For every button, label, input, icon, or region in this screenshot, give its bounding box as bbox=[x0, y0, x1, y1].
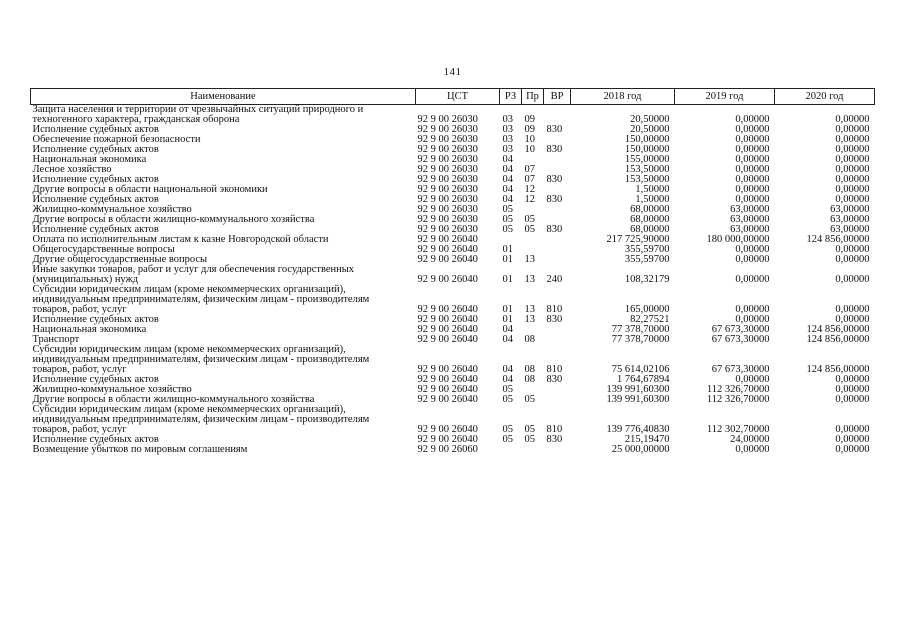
cell-rz: 04 bbox=[502, 324, 513, 335]
cell-rz: 01 bbox=[502, 244, 513, 255]
cell-name: Оплата по исполнительным листам к казне Новгородской области bbox=[32, 234, 329, 245]
page-number: 141 bbox=[443, 66, 462, 78]
cell-pr: 05 bbox=[524, 424, 535, 435]
table-row bbox=[31, 265, 875, 285]
cell-2019: 0,00000 bbox=[735, 154, 770, 165]
table-header bbox=[31, 89, 875, 105]
cell-rz: 03 bbox=[502, 134, 513, 145]
header-row bbox=[31, 89, 875, 105]
cell-2019: 112 326,70000 bbox=[706, 384, 770, 395]
table-row bbox=[31, 405, 875, 435]
cell-pr: 05 bbox=[524, 434, 535, 445]
cell-name: Жилищно-коммунальное хозяйство bbox=[32, 204, 192, 215]
cell-2020: 0,00000 bbox=[835, 164, 870, 175]
cell-name: Транспорт bbox=[32, 334, 80, 345]
cell-name: Национальная экономика bbox=[32, 154, 147, 165]
cell-2020: 0,00000 bbox=[835, 244, 870, 255]
cell-2018: 155,00000 bbox=[624, 154, 670, 165]
cell-name: Исполнение судебных актов bbox=[32, 124, 159, 135]
cell-cst: 92 9 00 26040 bbox=[417, 274, 478, 285]
cell-name: Исполнение судебных актов bbox=[32, 194, 159, 205]
cell-name: Общегосударственные вопросы bbox=[32, 244, 175, 255]
cell-2019: 0,00000 bbox=[735, 244, 770, 255]
cell-name: Исполнение судебных актов bbox=[32, 224, 159, 235]
cell-rz: 03 bbox=[502, 114, 513, 125]
cell-vr: 830 bbox=[546, 124, 563, 135]
cell-2018: 68,00000 bbox=[630, 214, 670, 225]
cell-rz: 04 bbox=[502, 174, 513, 185]
cell-vr bbox=[544, 205, 571, 215]
cell-rz: 04 bbox=[502, 334, 513, 345]
cell-pr: 10 bbox=[524, 134, 535, 145]
cell-cst: 92 9 00 26030 bbox=[417, 144, 478, 155]
header-cst: ЦСТ bbox=[416, 89, 500, 105]
cell-name: Субсидии юридическим лицам (кроме некоммерческих организаций), индивидуальным предпринимателям, физическим лицам - производителям товаров, работ, услуг bbox=[32, 344, 370, 375]
cell-name: Исполнение судебных актов bbox=[32, 144, 159, 155]
cell-cst: 92 9 00 26040 bbox=[417, 244, 478, 255]
cell-2020: 0,00000 bbox=[835, 114, 870, 125]
table-row bbox=[31, 105, 875, 126]
cell-2018: 108,32179 bbox=[624, 274, 670, 285]
cell-vr: 830 bbox=[546, 174, 563, 185]
cell-rz: 05 bbox=[502, 394, 513, 405]
cell-rz: 03 bbox=[502, 144, 513, 155]
cell-2019: 0,00000 bbox=[735, 314, 770, 325]
cell-2019: 0,00000 bbox=[735, 174, 770, 185]
cell-cst: 92 9 00 26040 bbox=[417, 424, 478, 435]
budget-table bbox=[30, 88, 875, 455]
cell-2019: 0,00000 bbox=[735, 184, 770, 195]
cell-name: Исполнение судебных актов bbox=[32, 174, 159, 185]
cell-rz: 04 bbox=[502, 194, 513, 205]
table-row bbox=[31, 285, 875, 315]
table-row bbox=[31, 345, 875, 375]
cell-cst: 92 9 00 26030 bbox=[417, 164, 478, 175]
cell-2018: 77 378,70000 bbox=[611, 324, 670, 335]
cell-2019: 0,00000 bbox=[735, 374, 770, 385]
cell-vr: 830 bbox=[546, 194, 563, 205]
cell-vr bbox=[544, 235, 571, 245]
cell-rz: 05 bbox=[502, 204, 513, 215]
cell-cst: 92 9 00 26030 bbox=[417, 204, 478, 215]
cell-name: Другие вопросы в области жилищно-коммунального хозяйства bbox=[32, 214, 315, 225]
cell-vr bbox=[544, 395, 571, 405]
cell-name: Защита населения и территории от чрезвычайных ситуаций природного и техногенного характера, гражданская оборона bbox=[32, 104, 364, 125]
cell-2018: 1 764,67894 bbox=[617, 374, 670, 385]
cell-cst: 92 9 00 26030 bbox=[417, 194, 478, 205]
cell-2020: 0,00000 bbox=[835, 124, 870, 135]
cell-name: Национальная экономика bbox=[32, 324, 147, 335]
cell-2019: 63,00000 bbox=[730, 224, 770, 235]
cell-2020: 0,00000 bbox=[835, 194, 870, 205]
cell-rz: 01 bbox=[502, 254, 513, 265]
cell-2020: 0,00000 bbox=[835, 444, 870, 455]
cell-2020: 124 856,00000 bbox=[806, 234, 870, 245]
cell-2020: 124 856,00000 bbox=[806, 364, 870, 375]
cell-pr: 12 bbox=[524, 184, 535, 195]
cell-2020: 0,00000 bbox=[835, 374, 870, 385]
cell-name: Возмещение убытков по мировым соглашениям bbox=[32, 444, 248, 455]
cell-rz: 05 bbox=[502, 224, 513, 235]
cell-2020: 0,00000 bbox=[835, 154, 870, 165]
header-name: Наименование bbox=[31, 89, 416, 105]
cell-name: Обеспечение пожарной безопасности bbox=[32, 134, 201, 145]
cell-vr bbox=[544, 325, 571, 335]
cell-name: Другие общегосударственные вопросы bbox=[32, 254, 208, 265]
cell-2020: 0,00000 bbox=[835, 314, 870, 325]
cell-pr: 13 bbox=[524, 314, 535, 325]
cell-2018: 165,00000 bbox=[624, 304, 670, 315]
cell-2019: 0,00000 bbox=[735, 274, 770, 285]
cell-pr bbox=[522, 235, 544, 245]
cell-vr: 830 bbox=[546, 434, 563, 445]
cell-vr bbox=[544, 385, 571, 395]
cell-pr: 13 bbox=[524, 274, 535, 285]
cell-pr: 08 bbox=[524, 364, 535, 375]
cell-2018: 150,00000 bbox=[624, 144, 670, 155]
cell-2018: 139 991,60300 bbox=[606, 384, 670, 395]
cell-2018: 1,50000 bbox=[635, 194, 670, 205]
cell-2018: 25 000,00000 bbox=[611, 444, 670, 455]
cell-rz: 04 bbox=[502, 374, 513, 385]
cell-name: Жилищно-коммунальное хозяйство bbox=[32, 384, 192, 395]
cell-2019: 0,00000 bbox=[735, 444, 770, 455]
cell-cst: 92 9 00 26040 bbox=[417, 314, 478, 325]
cell-cst: 92 9 00 26040 bbox=[417, 394, 478, 405]
cell-cst: 92 9 00 26030 bbox=[417, 114, 478, 125]
cell-rz: 04 bbox=[502, 184, 513, 195]
cell-2020: 63,00000 bbox=[830, 224, 870, 235]
header-vr: ВР bbox=[544, 89, 571, 105]
cell-2018: 139 991,60300 bbox=[606, 394, 670, 405]
cell-2020: 0,00000 bbox=[835, 254, 870, 265]
cell-2019: 0,00000 bbox=[735, 134, 770, 145]
cell-vr bbox=[544, 445, 571, 455]
cell-2018: 75 614,02106 bbox=[611, 364, 670, 375]
cell-2018: 82,27521 bbox=[630, 314, 670, 325]
cell-2018: 20,50000 bbox=[630, 124, 670, 135]
header-rz: РЗ bbox=[500, 89, 522, 105]
cell-rz: 04 bbox=[502, 164, 513, 175]
cell-name: Субсидии юридическим лицам (кроме некоммерческих организаций), индивидуальным предпринимателям, физическим лицам - производителям товаров, работ, услуг bbox=[32, 284, 370, 315]
cell-pr: 08 bbox=[524, 334, 535, 345]
cell-pr: 09 bbox=[524, 124, 535, 135]
cell-rz: 05 bbox=[502, 434, 513, 445]
cell-cst: 92 9 00 26030 bbox=[417, 134, 478, 145]
cell-name: Иные закупки товаров, работ и услуг для обеспечения государственных (муниципальных) нужд bbox=[32, 264, 355, 285]
cell-vr: 810 bbox=[546, 424, 563, 435]
cell-cst: 92 9 00 26040 bbox=[417, 324, 478, 335]
cell-vr: 830 bbox=[546, 224, 563, 235]
cell-2018: 217 725,90000 bbox=[606, 234, 670, 245]
cell-2020: 0,00000 bbox=[835, 144, 870, 155]
cell-2020: 63,00000 bbox=[830, 214, 870, 225]
cell-2020: 63,00000 bbox=[830, 204, 870, 215]
cell-2019: 24,00000 bbox=[730, 434, 770, 445]
cell-vr: 810 bbox=[546, 304, 563, 315]
cell-name: Лесное хозяйство bbox=[32, 164, 112, 175]
cell-vr: 830 bbox=[546, 314, 563, 325]
cell-2020: 0,00000 bbox=[835, 184, 870, 195]
cell-pr: 13 bbox=[524, 304, 535, 315]
cell-pr: 12 bbox=[524, 194, 535, 205]
cell-rz: 01 bbox=[502, 314, 513, 325]
cell-2020: 124 856,00000 bbox=[806, 334, 870, 345]
cell-rz: 05 bbox=[502, 424, 513, 435]
cell-2020: 0,00000 bbox=[835, 384, 870, 395]
cell-name: Субсидии юридическим лицам (кроме некоммерческих организаций), индивидуальным предпринимателям, физическим лицам - производителям товаров, работ, услуг bbox=[32, 404, 370, 435]
cell-vr bbox=[544, 105, 571, 126]
cell-2018: 355,59700 bbox=[624, 244, 670, 255]
cell-rz: 01 bbox=[502, 274, 513, 285]
cell-pr: 10 bbox=[524, 144, 535, 155]
cell-rz: 05 bbox=[502, 214, 513, 225]
cell-2020: 124 856,00000 bbox=[806, 324, 870, 335]
cell-2019: 0,00000 bbox=[735, 124, 770, 135]
cell-2019: 0,00000 bbox=[735, 114, 770, 125]
cell-pr: 05 bbox=[524, 224, 535, 235]
cell-rz: 03 bbox=[502, 124, 513, 135]
cell-2019: 67 673,30000 bbox=[711, 334, 770, 345]
cell-cst: 92 9 00 26030 bbox=[417, 224, 478, 235]
cell-2020: 0,00000 bbox=[835, 174, 870, 185]
cell-2020: 0,00000 bbox=[835, 394, 870, 405]
cell-2019: 63,00000 bbox=[730, 214, 770, 225]
cell-2018: 355,59700 bbox=[624, 254, 670, 265]
cell-pr: 08 bbox=[524, 374, 535, 385]
cell-cst: 92 9 00 26040 bbox=[417, 254, 478, 265]
cell-2019: 63,00000 bbox=[730, 204, 770, 215]
cell-2019: 0,00000 bbox=[735, 144, 770, 155]
cell-cst: 92 9 00 26040 bbox=[417, 234, 478, 245]
header-2019: 2019 год bbox=[675, 89, 775, 105]
cell-2019: 0,00000 bbox=[735, 164, 770, 175]
cell-cst: 92 9 00 26040 bbox=[417, 384, 478, 395]
cell-name: Другие вопросы в области национальной экономики bbox=[32, 184, 268, 195]
cell-2019: 180 000,00000 bbox=[706, 234, 770, 245]
cell-vr: 240 bbox=[546, 274, 563, 285]
cell-cst: 92 9 00 26030 bbox=[417, 214, 478, 225]
cell-vr: 810 bbox=[546, 364, 563, 375]
cell-name: Другие вопросы в области жилищно-коммунального хозяйства bbox=[32, 394, 315, 405]
cell-vr bbox=[544, 335, 571, 345]
header-pr: Пр bbox=[522, 89, 544, 105]
cell-rz bbox=[500, 445, 522, 455]
cell-2018: 77 378,70000 bbox=[611, 334, 670, 345]
cell-cst: 92 9 00 26040 bbox=[417, 434, 478, 445]
cell-cst: 92 9 00 26040 bbox=[417, 374, 478, 385]
cell-cst: 92 9 00 26030 bbox=[417, 124, 478, 135]
cell-vr: 830 bbox=[546, 374, 563, 385]
cell-cst: 92 9 00 26040 bbox=[417, 364, 478, 375]
cell-pr: 05 bbox=[524, 394, 535, 405]
cell-2019: 67 673,30000 bbox=[711, 364, 770, 375]
cell-2019: 0,00000 bbox=[735, 254, 770, 265]
cell-2018: 150,00000 bbox=[624, 134, 670, 145]
cell-pr bbox=[522, 445, 544, 455]
cell-2020: 0,00000 bbox=[835, 274, 870, 285]
cell-2019: 112 326,70000 bbox=[706, 394, 770, 405]
cell-pr: 09 bbox=[524, 114, 535, 125]
cell-name: Исполнение судебных актов bbox=[32, 434, 159, 445]
cell-rz: 05 bbox=[502, 384, 513, 395]
cell-pr: 05 bbox=[524, 214, 535, 225]
cell-2020: 0,00000 bbox=[835, 424, 870, 435]
cell-rz: 04 bbox=[502, 364, 513, 375]
cell-vr bbox=[544, 255, 571, 265]
cell-2019: 67 673,30000 bbox=[711, 324, 770, 335]
cell-2019: 0,00000 bbox=[735, 194, 770, 205]
cell-2019: 0,00000 bbox=[735, 304, 770, 315]
cell-name: Исполнение судебных актов bbox=[32, 374, 159, 385]
cell-2020: 0,00000 bbox=[835, 304, 870, 315]
cell-pr: 07 bbox=[524, 174, 535, 185]
cell-vr bbox=[544, 155, 571, 165]
cell-2020: 0,00000 bbox=[835, 434, 870, 445]
cell-vr bbox=[544, 245, 571, 255]
cell-2018: 153,50000 bbox=[624, 164, 670, 175]
cell-rz: 04 bbox=[502, 154, 513, 165]
cell-cst: 92 9 00 26040 bbox=[417, 304, 478, 315]
cell-name: Исполнение судебных актов bbox=[32, 314, 159, 325]
cell-2018: 1,50000 bbox=[635, 184, 670, 195]
cell-2018: 20,50000 bbox=[630, 114, 670, 125]
cell-2018: 153,50000 bbox=[624, 174, 670, 185]
cell-vr: 830 bbox=[546, 144, 563, 155]
header-2018: 2018 год bbox=[571, 89, 675, 105]
table-body bbox=[31, 105, 875, 456]
cell-2018: 68,00000 bbox=[630, 224, 670, 235]
cell-cst: 92 9 00 26030 bbox=[417, 154, 478, 165]
table-row bbox=[31, 445, 875, 455]
cell-2019: 112 302,70000 bbox=[706, 424, 770, 435]
cell-2018: 68,00000 bbox=[630, 204, 670, 215]
cell-pr: 07 bbox=[524, 164, 535, 175]
cell-2018: 139 776,40830 bbox=[606, 424, 670, 435]
cell-cst: 92 9 00 26040 bbox=[417, 334, 478, 345]
cell-rz: 01 bbox=[502, 304, 513, 315]
cell-cst: 92 9 00 26030 bbox=[417, 184, 478, 195]
cell-cst: 92 9 00 26030 bbox=[417, 174, 478, 185]
cell-2018: 215,19470 bbox=[624, 434, 670, 445]
cell-2020: 0,00000 bbox=[835, 134, 870, 145]
cell-pr: 13 bbox=[524, 254, 535, 265]
header-2020: 2020 год bbox=[775, 89, 875, 105]
cell-cst: 92 9 00 26060 bbox=[417, 444, 478, 455]
